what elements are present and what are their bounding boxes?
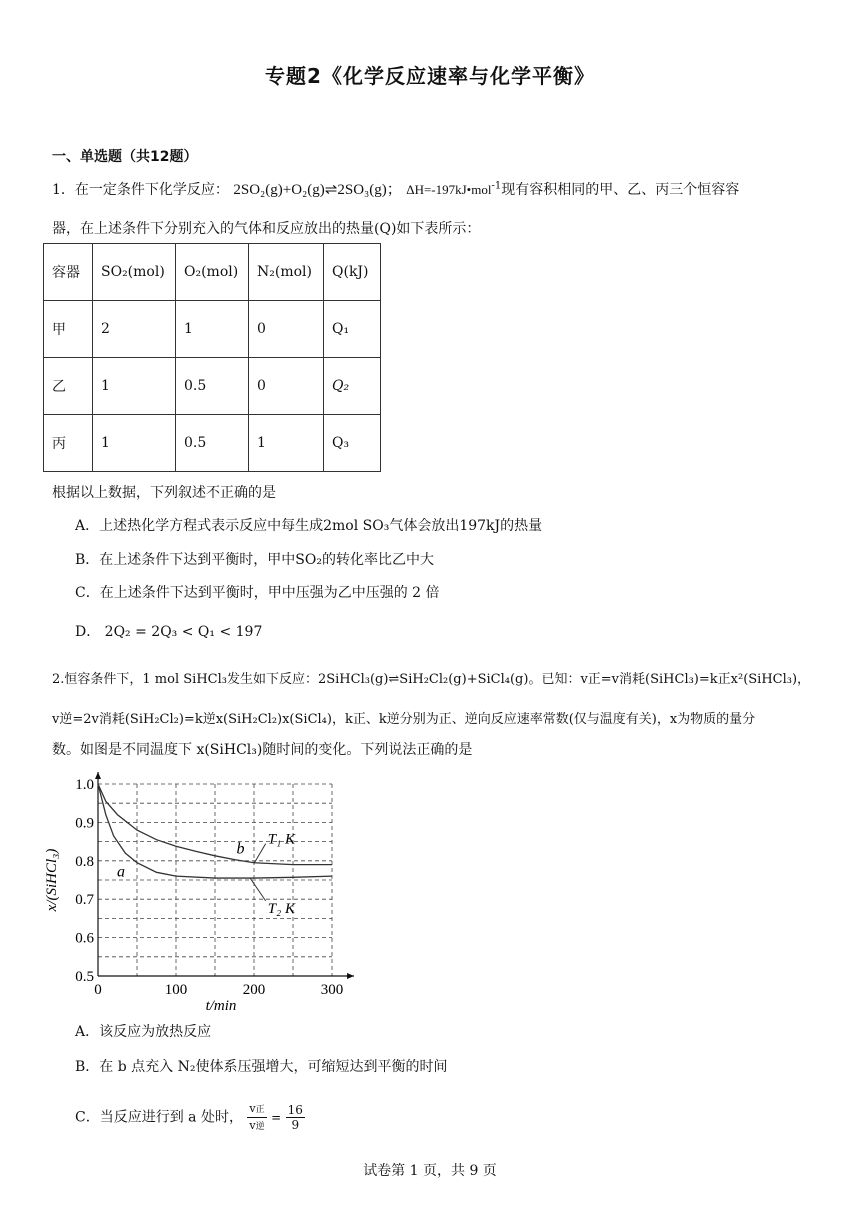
rate-ratio-denominator: v逆 — [249, 1119, 265, 1132]
q2-option-c-text: C．当反应进行到 a 处时， — [75, 1109, 243, 1126]
table-cell: 0.5 — [176, 358, 249, 415]
table-row — [44, 301, 381, 358]
table-cell: 2 — [93, 301, 176, 358]
table-cell: 甲 — [44, 301, 93, 358]
y-tick-label: 0.9 — [75, 815, 94, 832]
q1-intro: 1．在一定条件下化学反应： — [52, 182, 229, 198]
table-cell: 丙 — [44, 415, 93, 472]
table-cell: Q₃ — [324, 415, 381, 472]
point-label-b: b — [236, 840, 245, 858]
table-cell: 0 — [249, 301, 324, 358]
table-header: Q(kJ) — [324, 244, 381, 301]
x-axis-title: t/min — [205, 998, 237, 1014]
q1-option-b[interactable]: B．在上述条件下达到平衡时，甲中SO₂的转化率比乙中大 — [75, 552, 434, 568]
table-header: SO₂(mol) — [93, 244, 176, 301]
y-tick-label: 0.7 — [75, 892, 94, 909]
page-footer: 试卷第 1 页，共 9 页 — [363, 1163, 497, 1179]
page-title: 专题2《化学反应速率与化学平衡》 — [265, 64, 595, 88]
ratio-value-numerator: 16 — [287, 1103, 303, 1117]
y-axis-title: x/(SiHCl₃) — [44, 848, 60, 912]
leader-line-t2 — [250, 878, 266, 901]
y-tick-label: 0.5 — [75, 969, 94, 985]
table-cell: Q₁ — [324, 301, 381, 358]
q1-line1 — [52, 178, 739, 199]
table-header-row — [44, 244, 381, 301]
table-cell: 1 — [93, 358, 176, 415]
table-row — [44, 358, 381, 415]
table-cell: 1 — [176, 301, 249, 358]
q1-line1-end: 现有容积相同的甲、乙、丙三个恒容容 — [501, 182, 740, 198]
q2-option-b[interactable]: B．在 b 点充入 N₂使体系压强增大，可缩短达到平衡的时间 — [75, 1059, 448, 1075]
table-cell: 乙 — [44, 358, 93, 415]
q2-option-c[interactable]: C．当反应进行到 a 处时， $\frac{\text{v正}}{\text{v逆}}$ = $\frac{16}{9}$ — [75, 1102, 303, 1132]
q2-line1: 2.恒容条件下，1 mol SiHCl₃发生如下反应：2SiHCl₃(g)⇌SiH₂Cl₂(g)+SiCl₄(g)。已知：v正=v消耗(SiHCl₃)=k正x²(SiHCl₃)， — [52, 672, 811, 687]
q1-line2: 器，在上述条件下分别充入的气体和反应放出的热量(Q)如下表所示： — [52, 221, 481, 237]
x-tick-label: 0 — [94, 982, 102, 998]
q2-chart — [40, 768, 370, 1018]
point-label-a: a — [117, 863, 125, 881]
chart-ticks — [75, 777, 343, 998]
table-header: O₂(mol) — [176, 244, 249, 301]
table-header: N₂(mol) — [249, 244, 324, 301]
x-tick-label: 200 — [242, 982, 266, 998]
y-tick-label: 1.0 — [75, 777, 94, 793]
table-cell: 0 — [249, 358, 324, 415]
section-heading: 一、单选题（共12题） — [52, 149, 198, 165]
table-cell: 1 — [93, 415, 176, 472]
x-tick-label: 300 — [320, 982, 344, 998]
q1-enthalpy-exponent: -1 — [491, 180, 502, 192]
rate-ratio-numerator: v正 — [247, 1101, 266, 1118]
rate-ratio-fraction — [247, 1101, 266, 1134]
series-line-t1 — [98, 784, 332, 865]
x-axis-arrow — [347, 973, 354, 979]
q1-option-c[interactable]: C．在上述条件下达到平衡时，甲中压强为乙中压强的 2 倍 — [75, 585, 440, 601]
ratio-value-denominator: 9 — [291, 1118, 300, 1132]
q1-stem: 根据以上数据，下列叙述不正确的是 — [52, 485, 276, 501]
table-header: 容器 — [44, 244, 93, 301]
x-tick-label: 100 — [164, 982, 188, 998]
table-cell: 1 — [249, 415, 324, 472]
q1-option-d[interactable]: D． 2Q₂ = 2Q₃ < Q₁ < 197 — [75, 624, 263, 640]
q2-line3: 数。如图是不同温度下 x(SiHCl₃)随时间的变化。下列说法正确的是 — [52, 742, 473, 758]
chart-grid — [98, 784, 332, 976]
table-cell: Q₂ — [324, 358, 381, 415]
y-axis-arrow — [95, 772, 101, 779]
series-label-t1: T₁ K — [267, 831, 296, 848]
y-tick-label: 0.6 — [75, 930, 94, 947]
q1-enthalpy: ΔH=-197kJ•mol — [406, 182, 492, 197]
q2-option-a[interactable]: A．该反应为放热反应 — [75, 1024, 212, 1040]
q1-table — [43, 243, 381, 472]
table-row — [44, 415, 381, 472]
table-cell: 0.5 — [176, 415, 249, 472]
q2-line2: v逆=2v消耗(SiH₂Cl₂)=k逆x(SiH₂Cl₂)x(SiCl₄)，k正、k逆分别为正、逆向反应速率常数(仅与温度有关)，x为物质的量分 — [52, 712, 756, 727]
series-label-t2: T₂ K — [267, 900, 296, 917]
q1-option-a[interactable]: A．上述热化学方程式表示反应中每生成2mol SO₃气体会放出197kJ的热量 — [75, 518, 543, 534]
ratio-value-fraction — [286, 1103, 305, 1132]
y-tick-label: 0.8 — [75, 853, 94, 870]
q1-equation: 2SO₂(g)+O₂(g)⇌2SO₃(g)； — [233, 182, 402, 198]
